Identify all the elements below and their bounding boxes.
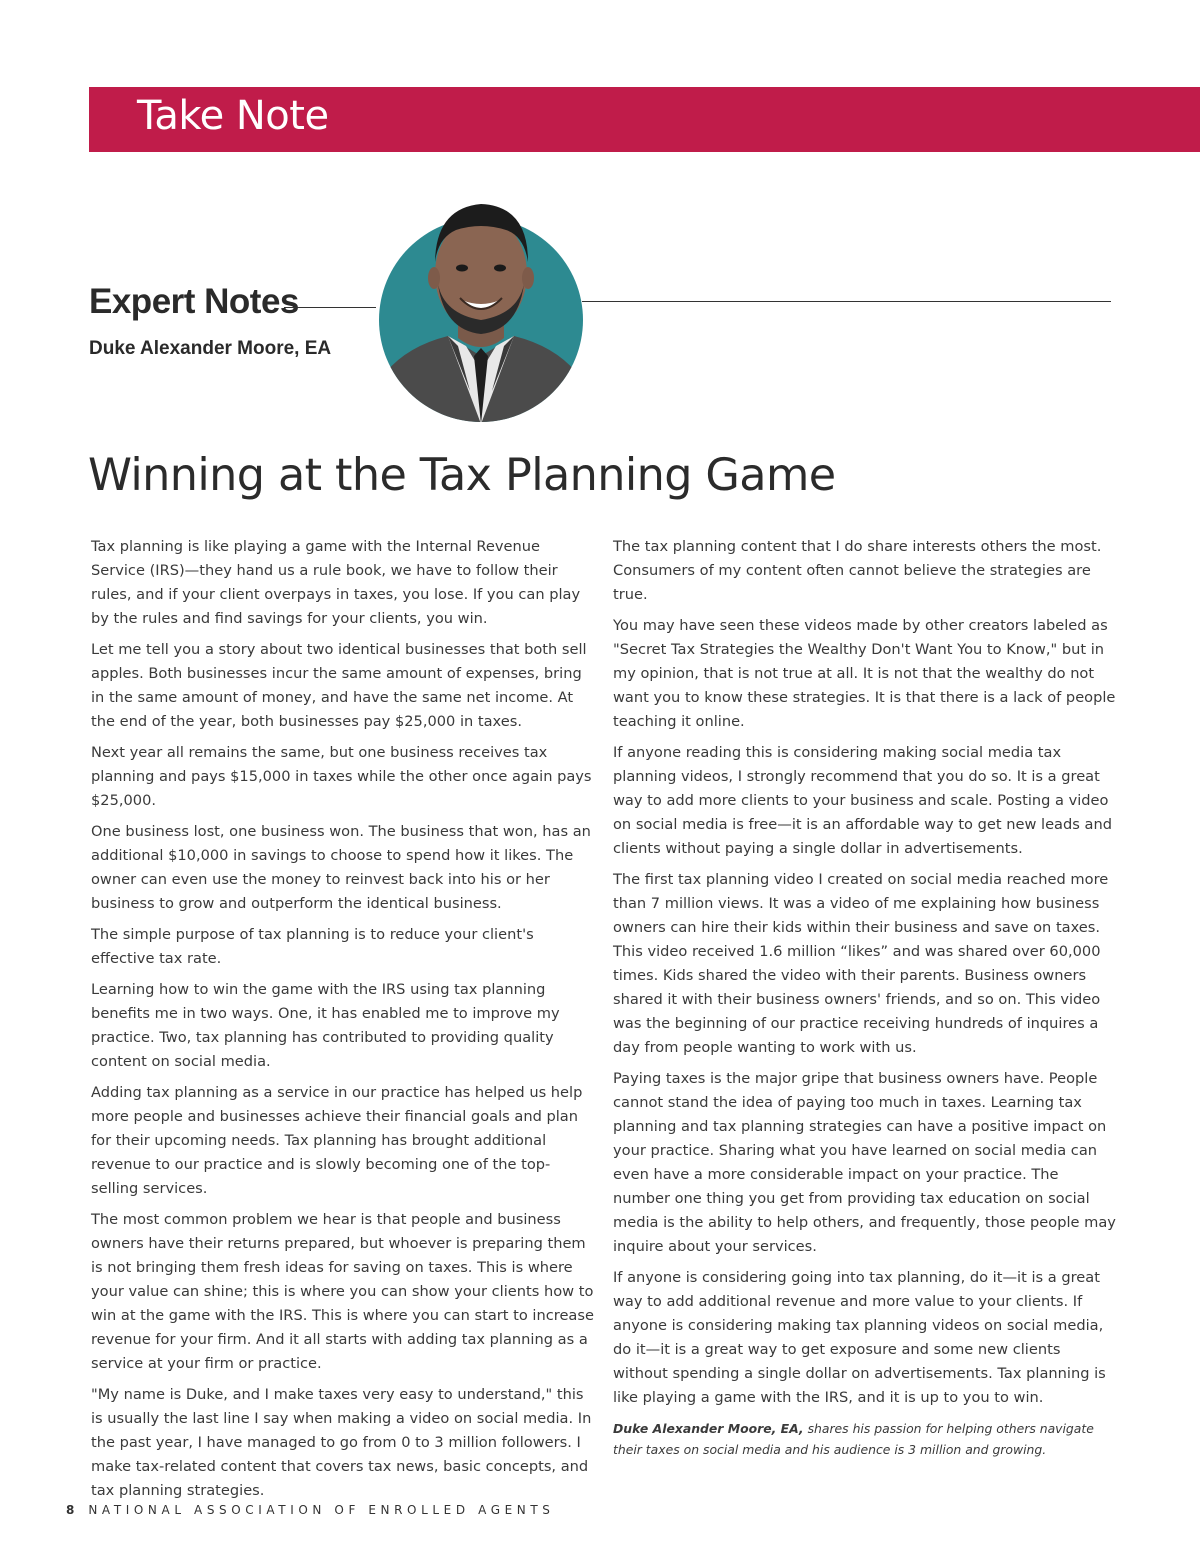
paragraph: Tax planning is like playing a game with the Internal Revenue Service (IRS)—they hand us a rule book, we have to follow their rules, and if your client overpays in taxes, you lose. If you can play by the rules and find savings for your clients, you win. xyxy=(91,538,581,627)
bio-text: shares his passion for helping others navigate their taxes on social media and his audience is 3 million and growing. xyxy=(613,1421,1094,1457)
paragraph: Adding tax planning as a service in our practice has helped us help more people and businesses achieve their financial goals and plan for their upcoming needs. Tax planning has brought additional revenue to our practice and is slowly becoming one of the top-selling services. xyxy=(91,1084,583,1197)
banner-title: Take Note xyxy=(137,93,329,139)
paragraph: Learning how to win the game with the IRS using tax planning benefits me in two ways. One, it has enabled me to improve my practice. Two, tax planning has contributed to providing quality content on social media. xyxy=(91,981,560,1070)
footer-organization: NATIONAL ASSOCIATION OF ENROLLED AGENTS xyxy=(88,1503,555,1517)
paragraph: Paying taxes is the major gripe that business owners have. People cannot stand the idea of paying too much in taxes. Learning tax planning and tax planning strategies can have a positive impact on your practice. Sharing what you have learned on social media can even have a more considerable impact on your practice. The number one thing you get from providing tax education on social media is the ability to help others, and frequently, those people may inquire about your services. xyxy=(613,1070,1116,1255)
page-footer xyxy=(66,1503,555,1517)
article-column-right xyxy=(613,535,1116,1417)
paragraph: If anyone reading this is considering making social media tax planning videos, I strongly recommend that you do so. It is a great way to add more clients to your business and scale. Posting a video on social media is free—it is an affordable way to get new leads and clients without paying a single dollar in advertisements. xyxy=(613,744,1112,857)
author-bio xyxy=(613,1418,1118,1460)
section-title: Expert Notes xyxy=(89,282,299,321)
paragraph: If anyone is considering going into tax planning, do it—it is a great way to add additional revenue and more value to your clients. If anyone is considering making tax planning videos on social media, do it—it is a great way to get exposure and some new clients without spending a single dollar on advertisements. Tax planning is like playing a game with the IRS, and it is up to you to win. xyxy=(613,1269,1106,1406)
author-name: Duke Alexander Moore, EA xyxy=(89,338,332,359)
paragraph: You may have seen these videos made by other creators labeled as "Secret Tax Strategies the Wealthy Don't Want You to Know," but in my opinion, that is not true at all. It is not that the wealthy do not want you to know these strategies. It is that there is a lack of people teaching it online. xyxy=(613,617,1116,730)
paragraph: Let me tell you a story about two identical businesses that both sell apples. Both businesses incur the same amount of expenses, bring in the same amount of money, and have the same net income. At the end of the year, both businesses pay $25,000 in taxes. xyxy=(91,641,587,730)
page-number: 8 xyxy=(66,1503,75,1517)
paragraph: The simple purpose of tax planning is to reduce your client's effective tax rate. xyxy=(91,926,534,967)
author-photo xyxy=(378,196,584,424)
article-column-left xyxy=(91,535,594,1510)
paragraph: Next year all remains the same, but one business receives tax planning and pays $15,000 in taxes while the other once again pays $25,000. xyxy=(91,744,592,809)
header-banner xyxy=(89,87,1200,152)
title-divider-right xyxy=(582,301,1111,302)
title-divider-left xyxy=(284,307,376,308)
paragraph: The first tax planning video I created on social media reached more than 7 million views. It was a video of me explaining how business owners can hire their kids within their business and save on taxes. This video received 1.6 million “likes” and was shared over 60,000 times. Kids shared the video with their parents. Business owners shared it with their business owners' friends, and so on. This video was the beginning of our practice receiving hundreds of inquires a day from people wanting to work with us. xyxy=(613,871,1109,1056)
paragraph: "My name is Duke, and I make taxes very easy to understand," this is usually the last line I say when making a video on social media. In the past year, I have managed to go from 0 to 3 million followers. I make tax-related content that covers tax news, basic concepts, and tax planning strategies. xyxy=(91,1386,592,1499)
bio-author-name: Duke Alexander Moore, EA, xyxy=(613,1421,804,1436)
paragraph: One business lost, one business won. The business that won, has an additional $10,000 in savings to choose to spend how it likes. The owner can even use the money to reinvest back into his or her business to grow and outperform the identical business. xyxy=(91,823,591,912)
paragraph: The most common problem we hear is that people and business owners have their returns prepared, but whoever is preparing them is not bringing them fresh ideas for saving on taxes. This is where your value can shine; this is where you can show your clients how to win at the game with the IRS. This is where you can start to increase revenue for your firm. And it all starts with adding tax planning as a service at your firm or practice. xyxy=(91,1211,594,1372)
paragraph: The tax planning content that I do share interests others the most. Consumers of my content often cannot believe the strategies are true. xyxy=(613,538,1102,603)
article-title: Winning at the Tax Planning Game xyxy=(88,450,836,501)
